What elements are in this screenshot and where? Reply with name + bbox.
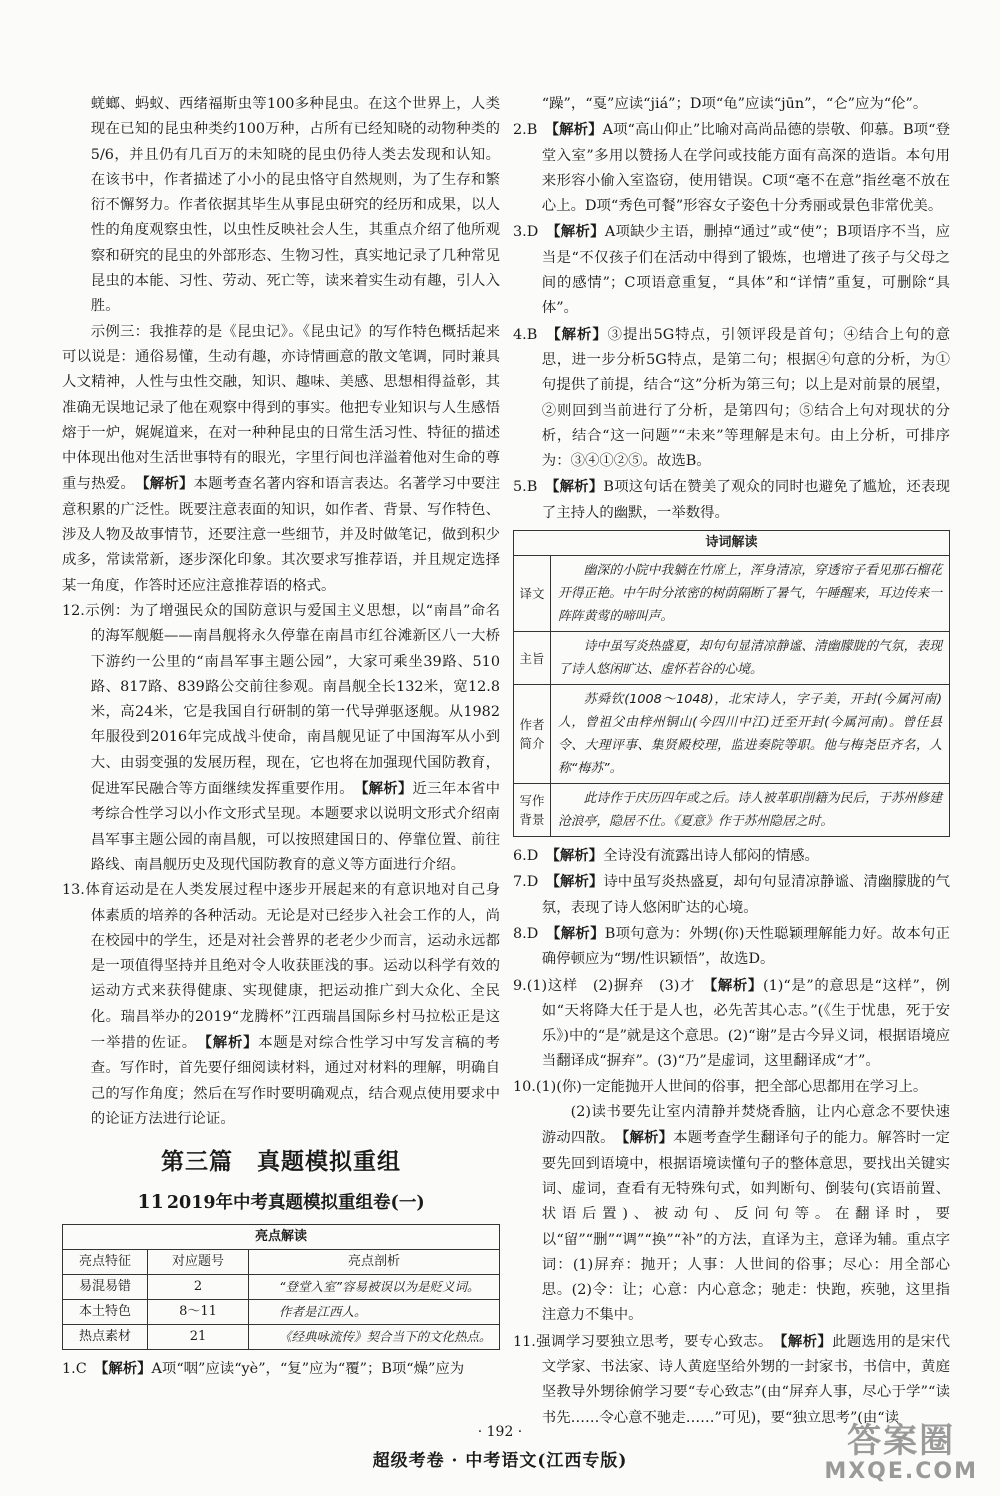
section-title: 第三篇 真题模拟重组 <box>161 1148 401 1176</box>
question-6-analysis: 全诗没有流露出诗人郁闷的情感。 <box>603 848 819 865</box>
table-cell: 热点素材 <box>63 1325 148 1350</box>
highlight-table <box>62 1224 500 1350</box>
question-10 <box>513 1075 950 1100</box>
row-text: 幽深的小院中我躺在竹席上，浑身清凉，穿透帘子看见那石榴花开得正艳。中午时分浓密的树荫隔断了暑气，午睡醒来，耳边传来一阵阵黄莺的啼叫声。 <box>551 556 950 632</box>
question-number: 5.B <box>513 479 538 496</box>
question-10-answer-1: (1)(你)一定能抛开人世间的俗事，把全部心思都用在学习上。 <box>535 1078 928 1095</box>
question-2 <box>513 117 950 219</box>
paper-number: 11 <box>137 1191 164 1214</box>
highlight-caption: 亮点解读 <box>63 1225 500 1250</box>
question-number: 10. <box>513 1078 536 1095</box>
left-paragraph-2 <box>62 320 500 599</box>
question-11 <box>513 1329 950 1431</box>
analysis-tag: 【解析】 <box>552 478 604 496</box>
question-1 <box>62 1356 500 1382</box>
question-8 <box>513 921 950 973</box>
analysis-tag: 【解析】 <box>552 873 604 891</box>
analysis-tag: 【解析】 <box>622 1129 674 1147</box>
analysis-tag: 【解析】 <box>553 325 608 343</box>
analysis-tag: 【解析】 <box>710 976 763 994</box>
table-row <box>514 556 950 632</box>
question-12-analysis: 近三年本省中考综合性学习以小作文形式呈现。本题要求以说明文形式介绍南昌军事主题公园的南昌舰，可以按照建国日的、停靠位置、前往路线、南昌舰历史及现代国防教育的意义等方面进行介绍。 <box>90 781 500 873</box>
table-cell: 易混易错 <box>63 1275 148 1300</box>
analysis-tag: 【解析】 <box>780 1332 833 1350</box>
analysis-tag: 【解析】 <box>361 780 413 798</box>
question-13 <box>62 878 500 1132</box>
right-column <box>513 92 950 1431</box>
question-9-analysis: (1)“是”的意思是“这样”，例如“天将降大任于是人也，必先苦其心志。”(《生于忧患，死于安乐》)中的“是”就是这个意思。(2)“谢”是古今异义词，根据语境应当翻译成“摒弃”。(3)“乃”是虚词，这里翻译成“才”。 <box>541 977 950 1070</box>
table-row <box>514 784 950 837</box>
left-paragraph-1: 蜣螂、蚂蚁、西绪福斯虫等100多种昆虫。在这个世界上，人类现在已知的昆虫种类约100万种，占所有已经知晓的动物种类的5/6，并且仍有几百万的未知晓的昆虫仍待人类去发现和认知。在该书中，作者描述了小小的昆虫恪守自然规则，为了生存和繁衍不懈努力。作者依据其毕生从事昆虫研究的经历和成果，以人性的角度观察虫性，以虫性反映社会人生，其重点介绍了他所观察和研究的昆虫的外部形态、生物习性，真实地记录了几种常见昆虫的本能、习性、劳动、死亡等，读来着实生动有趣，引人入胜。 <box>90 96 500 315</box>
question-13-analysis: 本题是对综合性学习中写发言稿的考查。写作时，首先要仔细阅读材料，通过对材料的理解，明确自己的写作角度；然后在写作时要明确观点，结合观点使用要求中的论证方法进行论证。 <box>90 1034 500 1127</box>
paper-title-text: 2019年中考真题模拟重组卷(一) <box>166 1193 425 1214</box>
question-9-answer: (1)这样 (2)摒弃 (3)才 <box>526 977 696 994</box>
table-cell: 本土特色 <box>63 1300 148 1325</box>
poem-table-caption: 诗词解读 <box>514 531 950 556</box>
question-13-answer: 体育运动是在人类发展过程中逐步开展起来的有意识地对自己身体素质的培养的各种活动。无论是对已经步入社会工作的人，尚在校园中的学生，还是对社会普界的老老少少而言，运动永远都是一项值得坚持并且绝对令人收获匪浅的事。运动以科学有效的运动方式来获得健康、实现健康，把运动推广到大众化、全民化。瑞昌举办的2019“龙腾杯”江西瑞昌国际乡村马拉松正是这一举措的佐证。 <box>84 882 500 1051</box>
page-number: · 192 · <box>477 1424 523 1440</box>
question-number: 9. <box>513 977 527 994</box>
row-label: 写作背景 <box>514 784 551 837</box>
row-text: 诗中虽写炎热盛夏，却句句显清凉静谧、清幽朦胧的气氛，表现了诗人悠闲旷达、虚怀若谷的心境。 <box>551 632 950 685</box>
analysis-tag: 【解析】 <box>551 121 603 139</box>
question-7-analysis: 诗中虽写炎热盛夏，却句句显清凉静谧、清幽朦胧的气氛，表现了诗人悠闲旷达的心境。 <box>541 874 950 916</box>
column-header: 亮点剖析 <box>249 1250 500 1275</box>
question-11-answer: 强调学习要独立思考，要专心致志。 <box>535 1333 766 1350</box>
example-three-analysis: 本题考查名著内容和语言表达。名著学习中要注意积累的广泛性。既要注意表面的知识，如作者、背景、写作特色、涉及人物及故事情节，还要注意一些细节，并及时做笔记，做到积少成多，常读常新，逐步深化印象。其次要求写推荐语，并且规定选择某一角度，作答时还应注意推荐语的格式。 <box>62 476 500 594</box>
book-title: 超级考卷 · 中考语文(江西专版) <box>372 1451 628 1471</box>
paper-title <box>62 1188 500 1217</box>
watermark-logo <box>824 1422 978 1484</box>
column-header: 亮点特征 <box>63 1250 148 1275</box>
question-number: 2.B <box>513 122 538 139</box>
question-8-analysis: B项句意为：外甥(你)天性聪颖理解能力好。故本句正确停顿应为“甥/性识颖悟”，故选D。 <box>541 925 950 968</box>
question-number: 11. <box>513 1333 536 1350</box>
table-cell: 《经典咏流传》契合当下的文化热点。 <box>249 1325 500 1350</box>
question-6 <box>513 843 950 869</box>
table-row <box>63 1300 500 1325</box>
question-10-part-2 <box>513 1100 950 1329</box>
table-cell: 8～11 <box>148 1300 249 1325</box>
analysis-tag: 【解析】 <box>204 1033 259 1051</box>
question-1-continued: “躁”，“戛”应读“jiá”；D项“龟”应读“jūn”，“仑”应为“伦”。 <box>541 96 928 112</box>
analysis-tag: 【解析】 <box>553 924 605 942</box>
watermark-url: MXQE.COM <box>824 1459 978 1484</box>
row-label: 主旨 <box>514 632 551 685</box>
row-text: 苏舜钦(1008～1048)，北宋诗人，字子美，开封(今属河南)人，曾祖父由梓州铜山(今四川中江)迁至开封(今属河南)。曾任县令、大理评事、集贤殿校理，监进奏院等职。他与梅尧臣齐名，人称“梅苏”。 <box>551 685 950 784</box>
question-4 <box>513 322 950 475</box>
table-row <box>514 685 950 784</box>
table-cell: 2 <box>148 1275 249 1300</box>
question-12-answer: 示例：为了增强民众的国防意识与爱国主义思想，以“南昌”命名的海军舰艇——南昌舰将永久停靠在南昌市红谷滩新区八一大桥下游约一公里的“南昌军事主题公园”，大家可乘坐39路、510路、817路、839路公交前往参观。南昌舰全长132米，宽12.8米，高24米，它是我国自行研制的第一代导弹驱逐舰。从1982年服役到2016年完成战斗使命，南昌舰见证了中国海军从小到大、由弱变强的发展历程，现在，它也将在加强现代国防教育，促进军民融合等方面继续发挥重要作用。 <box>84 602 500 798</box>
question-number: 3.D <box>513 224 539 241</box>
question-5-analysis: B项这句话在赞美了观众的同时也避免了尴尬，还表现了主持人的幽默，一举数得。 <box>541 479 950 521</box>
left-column <box>62 92 500 1382</box>
question-number: 13. <box>62 882 85 899</box>
question-number: 6.D <box>513 848 539 865</box>
analysis-tag: 【解析】 <box>142 475 194 493</box>
question-number: 12. <box>62 602 85 619</box>
question-number: 8.D <box>513 925 539 942</box>
question-number: 1.C <box>62 1361 87 1378</box>
poem-interpretation-table <box>513 530 950 837</box>
column-header: 对应题号 <box>148 1250 249 1275</box>
row-label: 作者简介 <box>514 685 551 784</box>
analysis-tag: 【解析】 <box>552 847 604 865</box>
table-row <box>63 1325 500 1350</box>
question-4-analysis: ③提出5G特点，引领评段是首句；④结合上句的意思，进一步分析5G特点，是第二句；根据④句意的分析，为①句提供了前提，结合“这”分析为第三句；以上是对前景的展望，②则回到当前进行了分析，是第四句；⑤结合上句对现状的分析，结合“这一问题”“未来”等理解是末句。由上分析，可排序为：③④①②⑤。故选B。 <box>541 326 950 470</box>
question-1-analysis: A项“咽”应读“yè”，“复”应为“覆”；B项“燥”应为 <box>151 1361 465 1378</box>
table-cell: 21 <box>148 1325 249 1350</box>
question-2-analysis: A项“高山仰止”比喻对高尚品德的崇敬、仰慕。B项“登堂入室”多用以赞扬人在学问或技能方面有高深的造诣。本句用来形容小偷入室盗窃，使用错误。C项“毫不在意”指丝毫不放在心上。D项“秀色可餐”形容女子姿色十分秀丽或景色非常优美。 <box>541 122 950 215</box>
table-row <box>514 632 950 685</box>
question-5 <box>513 474 950 526</box>
question-10-answer-2: (2)读书要先让室内清静并焚烧香脑，让内心意念不要快速游动四散。 <box>541 1104 950 1147</box>
example-three-text: 示例三：我推荐的是《昆虫记》。《昆虫记》的写作特色概括起来可以说是：通俗易懂，生动有趣，亦诗情画意的散文笔调，同时兼具人文精神，人性与虫性交融，知识、趣味、美感、思想相得益彰，其准确无误地记录了他在观察中得到的事实。他把专业知识与人生感悟熔于一炉，娓娓道来，在对一种种昆虫的日常生活习性、特征的描述中体现出他对生活世事特有的眼光，字里行间也洋溢着他对生命的尊重与热爱。 <box>62 323 500 493</box>
question-number: 7.D <box>513 874 539 891</box>
question-11-analysis: 此题选用的是宋代文学家、书法家、诗人黄庭坚给外甥的一封家书，书信中，黄庭坚教导外甥徐俯学习要“专心致志”(由“屏弃人事，尽心于学”“读书先……令心意不驰走……”可见)，要“独立思考”(由“读 <box>541 1333 950 1426</box>
row-label: 译文 <box>514 556 551 632</box>
analysis-tag: 【解析】 <box>553 223 605 241</box>
question-number: 4.B <box>513 326 538 343</box>
analysis-tag: 【解析】 <box>101 1360 152 1378</box>
table-header-row <box>63 1250 500 1275</box>
table-cell: 作者是江西人。 <box>249 1300 500 1325</box>
question-7 <box>513 869 950 921</box>
question-3 <box>513 219 950 321</box>
row-text: 此诗作于庆历四年或之后。诗人被革职削籍为民后，于苏州修建沧浪亭，隐居不仕。《夏意》作于苏州隐居之时。 <box>551 784 950 837</box>
question-10-analysis: 本题考查学生翻译句子的能力。解答时一定要先回到语境中，根据语境读懂句子的整体意思，要找出关键实词、虚词，查看有无特殊句式，如判断句、倒装句(宾语前置、状语后置)、被动句、反问句等。在翻译时，要以“留”“删”“调”“换”“补”的方法，直译为主，意译为辅。重点字词：(1)屏弃：抛开；人事：人世间的俗事；尽心：用全部心思。(2)令：让；心意：内心意念；驰走：快跑，疾驰，这里指注意力不集中。 <box>541 1130 950 1324</box>
table-cell: “登堂入室”容易被误以为是贬义词。 <box>249 1275 500 1300</box>
watermark-chinese: 答案圈 <box>847 1421 956 1461</box>
table-row <box>63 1275 500 1300</box>
question-9 <box>513 973 950 1075</box>
question-12 <box>62 599 500 878</box>
question-3-analysis: A项缺少主语，删掉“通过”或“使”；B项语序不当，应当是“不仅孩子们在活动中得到了锻炼，也增进了孩子与父母之间的感情”；C项语意重复，“具体”和“详情”重复，可删除“具体”。 <box>541 224 950 317</box>
